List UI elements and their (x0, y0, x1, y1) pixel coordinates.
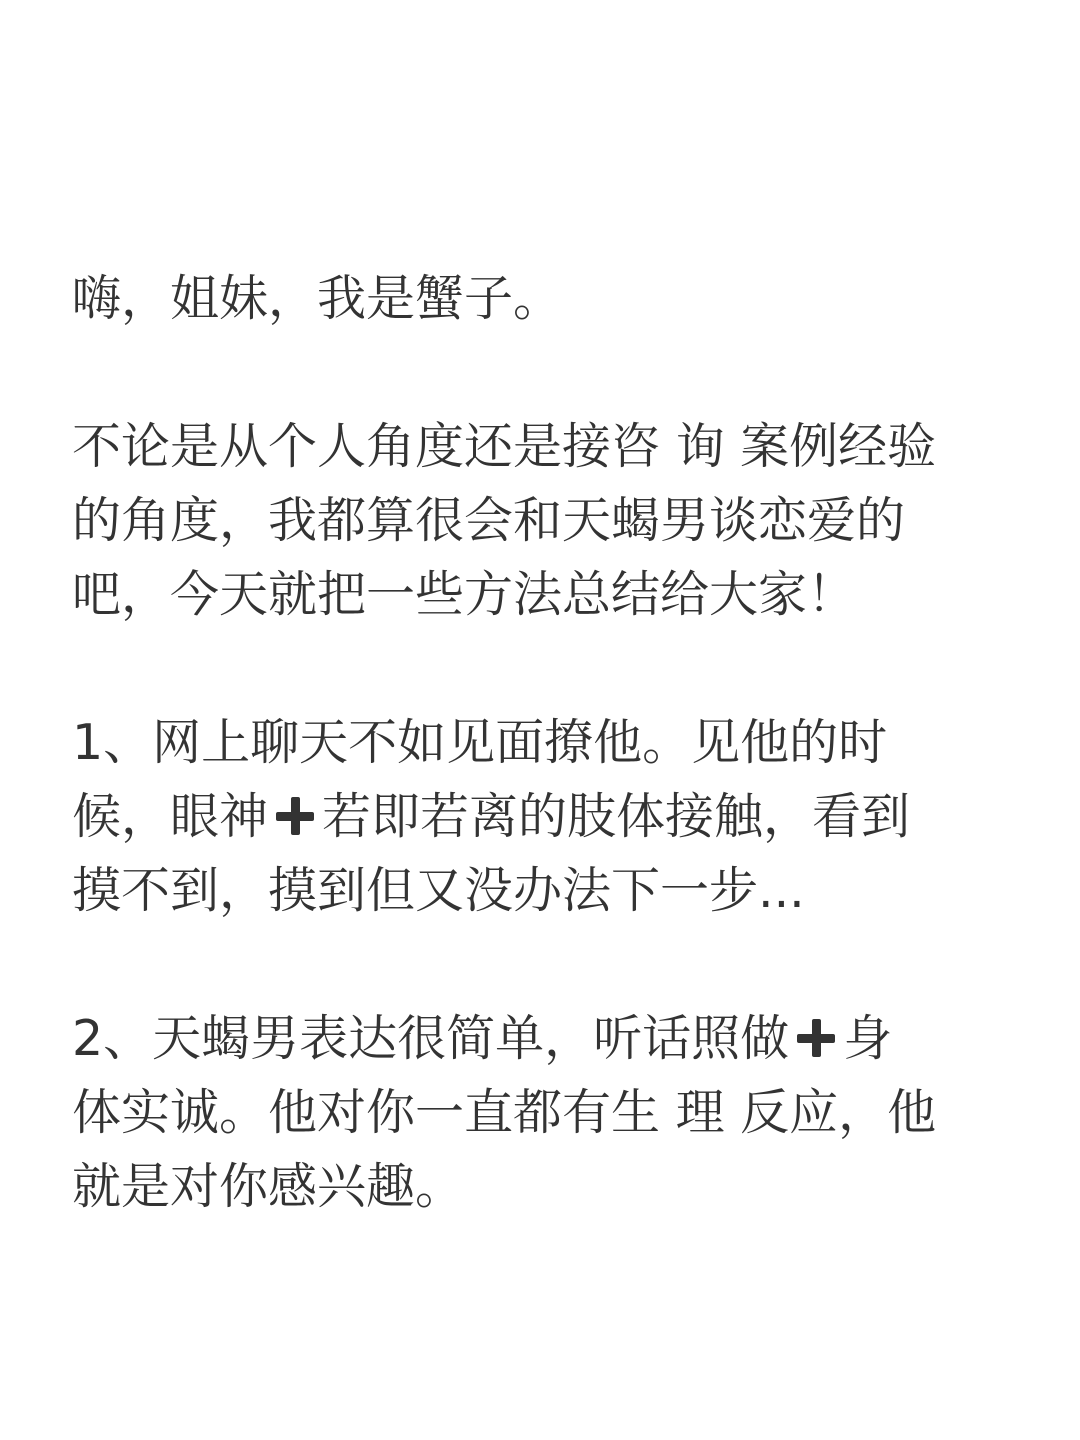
tip2-line-2: 体实诚。他对你一直都有生 理 反应，他 (72, 1084, 937, 1141)
tip1-line-2 (72, 780, 1022, 854)
tip1-line-1: 1、网上聊天不如见面撩他。见他的时 (72, 714, 888, 771)
tip2-line-1 (72, 1002, 1022, 1076)
tip2-line-1-end: 身 (843, 1010, 893, 1067)
paragraph-gap (72, 336, 1022, 410)
intro-line-3: 吧，今天就把一些方法总结给大家！ (72, 566, 857, 623)
intro-line-2: 的角度，我都算很会和天蝎男谈恋爱的 (72, 492, 906, 549)
tip1-line-2-end: 若即若离的肢体接触，看到 (322, 788, 911, 845)
tip1-line-2-start: 候，眼神 (72, 788, 269, 845)
intro-line-1: 不论是从个人角度还是接咨 询 案例经验 (72, 418, 937, 475)
paragraph-gap (72, 632, 1022, 706)
tip2-line-3: 就是对你感兴趣。 (72, 1158, 465, 1215)
paragraph-gap (72, 928, 1022, 1002)
tip1-line-3: 摸不到，摸到但又没办法下一步... (72, 862, 805, 919)
heavy-plus-icon (272, 793, 318, 839)
tip2-line-1-start: 2、天蝎男表达很简单，听话照做 (72, 1010, 790, 1067)
greeting-line: 嗨，姐妹，我是蟹子。 (72, 270, 563, 327)
post-text (72, 262, 1022, 1224)
heavy-plus-icon (793, 1015, 839, 1061)
